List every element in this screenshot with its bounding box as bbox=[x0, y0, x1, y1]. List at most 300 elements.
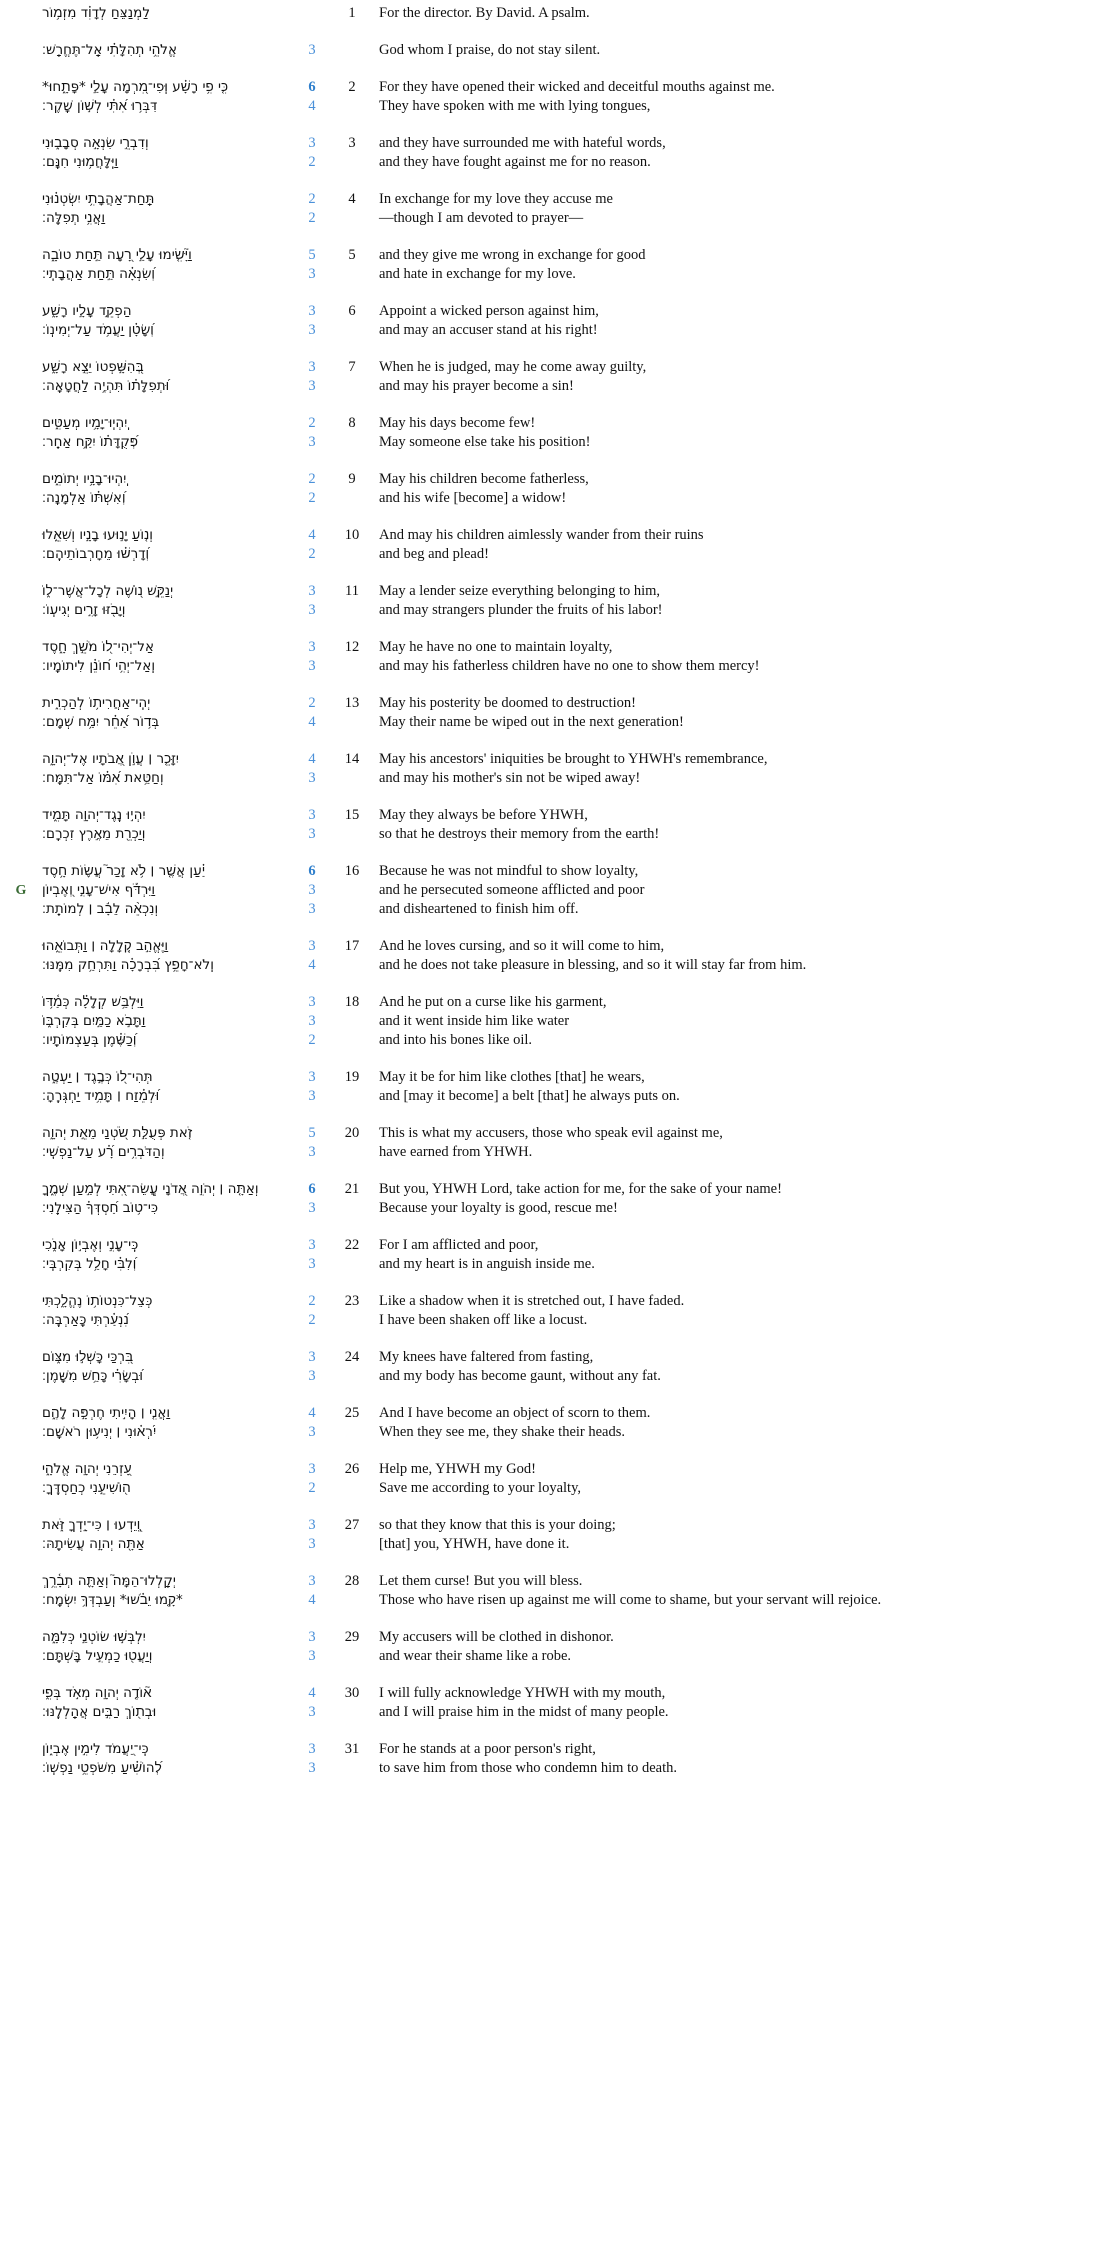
english-translation: Like a shadow when it is stretched out, I have faded. bbox=[379, 1293, 685, 1309]
verse-line bbox=[0, 993, 1110, 1012]
verse-line bbox=[0, 1255, 1110, 1274]
english-translation: May their name be wiped out in the next generation! bbox=[379, 714, 684, 730]
accent-count: 4 bbox=[308, 527, 316, 543]
verse-line bbox=[0, 825, 1110, 844]
verse-line bbox=[0, 1684, 1110, 1703]
verse-line bbox=[0, 1012, 1110, 1031]
english-translation: and hate in exchange for my love. bbox=[379, 266, 576, 282]
verse-block bbox=[0, 750, 1110, 788]
verse-number: 23 bbox=[344, 1293, 360, 1309]
verse-number: 13 bbox=[344, 695, 360, 711]
accent-count: 3 bbox=[308, 1629, 316, 1645]
verse-number: 29 bbox=[344, 1629, 360, 1645]
verse-line bbox=[0, 321, 1110, 340]
verse-line bbox=[0, 1740, 1110, 1759]
verse-block bbox=[0, 694, 1110, 732]
verse-number: 4 bbox=[348, 191, 356, 207]
hebrew-text: יִֽהְיוּ־בָנָ֥יו יְתוֹמִ֑ים bbox=[42, 471, 127, 487]
english-translation: May he have no one to maintain loyalty, bbox=[379, 639, 613, 655]
english-translation: so that they know that this is your doing; bbox=[379, 1517, 616, 1533]
verse-block bbox=[0, 1236, 1110, 1274]
verse-line bbox=[0, 862, 1110, 881]
verse-number: 6 bbox=[348, 303, 356, 319]
english-translation: And I have become an object of scorn to them. bbox=[379, 1405, 651, 1421]
hebrew-text: וְנ֤וֹעַ יָנ֣וּעוּ בָנָ֣יו וְשִׁאֵ֑לוּ bbox=[42, 527, 153, 543]
verse-block bbox=[0, 4, 1110, 23]
verse-line bbox=[0, 246, 1110, 265]
hebrew-text: וְנִכְאֵ֨ה לֵבָ֬ב ׀ לְמוֹתֵֽת׃ bbox=[42, 901, 159, 917]
hebrew-text: וְהַדֹּבְרִ֥ים רָ֝֗ע עַל־נַפְשִֽׁי׃ bbox=[42, 1144, 165, 1160]
verse-line bbox=[0, 190, 1110, 209]
verse-line bbox=[0, 134, 1110, 153]
accent-count: 3 bbox=[308, 322, 316, 338]
english-translation: and they give me wrong in exchange for good bbox=[379, 247, 646, 263]
verse-line bbox=[0, 153, 1110, 172]
verse-line bbox=[0, 1292, 1110, 1311]
verse-line bbox=[0, 638, 1110, 657]
hebrew-text: וַאֲנִ֥י תְפִלָּֽה׃ bbox=[42, 210, 106, 226]
verse-line bbox=[0, 4, 1110, 23]
english-translation: For they have opened their wicked and deceitful mouths against me. bbox=[379, 79, 775, 95]
verse-block bbox=[0, 134, 1110, 172]
verse-number: 20 bbox=[344, 1125, 360, 1141]
hebrew-text: וַיִּרְדֹּ֡ף אִישׁ־עָנִ֣י וְ֭אֶבְיוֹן bbox=[42, 882, 156, 898]
accent-count: 3 bbox=[308, 770, 316, 786]
english-translation: And he loves cursing, and so it will come to him, bbox=[379, 938, 665, 954]
hebrew-text: יְנַקֵּ֣שׁ נ֭וֹשֶׁה לְכָל־אֲשֶׁר־ל֑וֹ bbox=[42, 583, 174, 599]
verse-line bbox=[0, 1423, 1110, 1442]
english-translation: Because your loyalty is good, rescue me! bbox=[379, 1200, 618, 1216]
hebrew-text: א֘וֹדֶ֤ה יְהוָ֣ה מְאֹ֣ד בְּפִ֑י bbox=[42, 1685, 152, 1701]
verse-line bbox=[0, 1703, 1110, 1722]
english-translation: This is what my accusers, those who speak evil against me, bbox=[379, 1125, 723, 1141]
verse-number: 25 bbox=[344, 1405, 360, 1421]
accent-count: 2 bbox=[308, 154, 316, 170]
verse-line bbox=[0, 209, 1110, 228]
english-translation: May they always be before YHWH, bbox=[379, 807, 588, 823]
hebrew-text: וְדִבְרֵ֣י שִׂנְאָ֣ה סְבָב֑וּנִי bbox=[42, 135, 149, 151]
verse-line bbox=[0, 265, 1110, 284]
accent-count: 3 bbox=[308, 1144, 316, 1160]
verse-number: 22 bbox=[344, 1237, 360, 1253]
english-translation: and wear their shame like a robe. bbox=[379, 1648, 572, 1664]
hebrew-text: תַּֽחַת־אַהֲבָתִ֥י יִשְׂטְנ֗וּנִי bbox=[42, 191, 155, 207]
hebrew-text: וְ֝לִבִּ֗י חָלַ֥ל בְּקִרְבִּֽי׃ bbox=[42, 1256, 137, 1272]
hebrew-text: וְ֝שָׂטָ֗ן יַעֲמֹ֥ד עַל־יְמִינֽוֹ׃ bbox=[42, 322, 154, 338]
accent-count: 2 bbox=[308, 1312, 316, 1328]
accent-count: 2 bbox=[308, 546, 316, 562]
verse-line bbox=[0, 526, 1110, 545]
accent-count: 4 bbox=[308, 714, 316, 730]
english-translation: and beg and plead! bbox=[379, 546, 489, 562]
english-translation: and may an accuser stand at his right! bbox=[379, 322, 598, 338]
hebrew-text: וְאַתָּ֤ה ׀ יְהֹוִ֣ה אֲ֭דֹנָי עֲֽשֵׂה־אִ֭תִּי לְמַ֣עַן שְׁמֶ֑ךָ bbox=[42, 1181, 259, 1197]
verse-block bbox=[0, 41, 1110, 60]
verse-number: 5 bbox=[348, 247, 356, 263]
verse-block bbox=[0, 470, 1110, 508]
hebrew-text: כִּֽי־עָנִ֣י וְאֶבְי֣וֹן אָנֹ֑כִי bbox=[42, 1237, 139, 1253]
verse-line bbox=[0, 1199, 1110, 1218]
english-translation: May a lender seize everything belonging to him, bbox=[379, 583, 661, 599]
verse-number: 2 bbox=[348, 79, 356, 95]
verse-block bbox=[0, 1572, 1110, 1610]
verse-line bbox=[0, 1535, 1110, 1554]
english-translation: Save me according to your loyalty, bbox=[379, 1480, 582, 1496]
hebrew-text: וַיִּֽלָּחֲמ֥וּנִי חִנָּֽם׃ bbox=[42, 154, 119, 170]
verse-block bbox=[0, 806, 1110, 844]
hebrew-text: ה֖וֹשִׁיעֵ֣נִי כְחַסְדֶּֽךָ׃ bbox=[42, 1480, 131, 1496]
verse-block bbox=[0, 1460, 1110, 1498]
hebrew-text: אַל־יְהִי־ל֭וֹ מֹשֵׁ֣ךְ חָ֑סֶד bbox=[42, 639, 155, 655]
accent-count: 2 bbox=[308, 210, 316, 226]
accent-count: 3 bbox=[308, 1200, 316, 1216]
accent-count: 3 bbox=[308, 1648, 316, 1664]
verse-line bbox=[0, 1087, 1110, 1106]
accent-count: 3 bbox=[308, 266, 316, 282]
verse-line bbox=[0, 750, 1110, 769]
verse-block bbox=[0, 414, 1110, 452]
english-translation: But you, YHWH Lord, take action for me, for the sake of your name! bbox=[379, 1181, 782, 1197]
verse-line bbox=[0, 414, 1110, 433]
verse-block bbox=[0, 1068, 1110, 1106]
hebrew-text: כִּֽי־יַ֭עֲמֹד לִימִ֣ין אֶבְי֑וֹן bbox=[42, 1741, 149, 1757]
english-translation: and they have fought against me for no reason. bbox=[379, 154, 651, 170]
hebrew-text: תְּהִי־ל֭וֹ כְּבֶ֣גֶד ׀ יַעְטֶ֑ה bbox=[42, 1069, 153, 1085]
english-translation: have earned from YHWH. bbox=[379, 1144, 533, 1160]
english-translation: For he stands at a poor person's right, bbox=[379, 1741, 596, 1757]
english-translation: And he put on a curse like his garment, bbox=[379, 994, 607, 1010]
verse-number: 21 bbox=[344, 1181, 360, 1197]
english-translation: and he persecuted someone afflicted and poor bbox=[379, 882, 645, 898]
accent-count: 3 bbox=[308, 303, 316, 319]
hebrew-text: אֱלֹהֵ֥י תְהִלָּתִ֗י אַֽל־תֶּחֱרַֽשׁ׃ bbox=[42, 42, 177, 58]
english-translation: and may strangers plunder the fruits of his labor! bbox=[379, 602, 663, 618]
verse-line bbox=[0, 1647, 1110, 1666]
hebrew-text: אַתָּ֖ה יְהוָ֣ה עֲשִׂיתָֽהּ׃ bbox=[42, 1536, 145, 1552]
accent-count: 3 bbox=[308, 826, 316, 842]
verse-line bbox=[0, 694, 1110, 713]
english-translation: For the director. By David. A psalm. bbox=[379, 5, 590, 21]
accent-count: 3 bbox=[308, 1704, 316, 1720]
hebrew-text: וְ֝דָרְשׁ֗וּ מֵחָרְבוֹתֵיהֶֽם׃ bbox=[42, 546, 150, 562]
verse-block bbox=[0, 78, 1110, 116]
hebrew-text: וּ֝תְפִלָּת֗וֹ תִּהְיֶ֥ה לַחֲטָאָֽה׃ bbox=[42, 378, 170, 394]
english-translation: and they have surrounded me with hateful words, bbox=[379, 135, 666, 151]
verse-line bbox=[0, 806, 1110, 825]
hebrew-text: לְ֝הוֹשִׁ֗יעַ מִשֹּׁפְטֵ֥י נַפְשֽׁוֹ׃ bbox=[42, 1760, 162, 1776]
accent-count: 3 bbox=[308, 882, 316, 898]
english-translation: and may his fatherless children have no one to show them mercy! bbox=[379, 658, 760, 674]
verse-line bbox=[0, 713, 1110, 732]
verse-line bbox=[0, 881, 1110, 900]
verse-number: 12 bbox=[344, 639, 360, 655]
verse-line bbox=[0, 97, 1110, 116]
verse-block bbox=[0, 937, 1110, 975]
accent-count: 4 bbox=[308, 957, 316, 973]
verse-line bbox=[0, 956, 1110, 975]
english-translation: Appoint a wicked person against him, bbox=[379, 303, 599, 319]
verse-number: 9 bbox=[348, 471, 356, 487]
hebrew-text: זֹ֤את פְּעֻלַּ֣ת שֹׂ֭טְנַי מֵאֵ֣ת יְהוָ֑ה bbox=[42, 1125, 193, 1141]
hebrew-text: וּבְת֖וֹךְ רַבִּ֣ים אֲהַֽלְלֶֽנּוּ׃ bbox=[42, 1704, 157, 1720]
verse-line bbox=[0, 582, 1110, 601]
english-translation: May his children become fatherless, bbox=[379, 471, 589, 487]
verse-number: 30 bbox=[344, 1685, 360, 1701]
verse-line bbox=[0, 78, 1110, 97]
verse-line bbox=[0, 1516, 1110, 1535]
verse-block bbox=[0, 862, 1110, 919]
verse-block bbox=[0, 1348, 1110, 1386]
english-translation: and his wife [become] a widow! bbox=[379, 490, 567, 506]
hebrew-text: דִּבְּר֥וּ אִ֝תִּ֗י לְשׁ֣וֹן שָֽׁקֶר׃ bbox=[42, 98, 158, 114]
accent-count: 6 bbox=[308, 79, 316, 95]
english-translation: And may his children aimlessly wander from their ruins bbox=[379, 527, 704, 543]
english-translation: May his days become few! bbox=[379, 415, 536, 431]
english-translation: and I will praise him in the midst of many people. bbox=[379, 1704, 669, 1720]
english-translation: so that he destroys their memory from the earth! bbox=[379, 826, 660, 842]
accent-count: 2 bbox=[308, 1293, 316, 1309]
verse-number: 11 bbox=[345, 583, 359, 599]
verse-line bbox=[0, 1068, 1110, 1087]
verse-block bbox=[0, 1180, 1110, 1218]
verse-block bbox=[0, 302, 1110, 340]
verse-number: 10 bbox=[344, 527, 360, 543]
accent-count: 3 bbox=[308, 1573, 316, 1589]
verse-line bbox=[0, 1031, 1110, 1050]
verse-number: 8 bbox=[348, 415, 356, 431]
english-translation: and [may it become] a belt [that] he always puts on. bbox=[379, 1088, 680, 1104]
verse-block bbox=[0, 1516, 1110, 1554]
hebrew-text: וַתָּבֹ֣א כַמַּ֣יִם בְּקִרְבּ֑וֹ bbox=[42, 1013, 146, 1029]
verse-block bbox=[0, 190, 1110, 228]
accent-count: 4 bbox=[308, 98, 316, 114]
hebrew-text: בְּד֥וֹר אַ֝חֵ֗ר יִמַּ֥ח שְׁמָֽם׃ bbox=[42, 714, 160, 730]
accent-count: 3 bbox=[308, 1088, 316, 1104]
hebrew-text: וַיָּ֘שִׂ֤ימוּ עָלַ֣י רָ֭עָה תַּ֣חַת טוֹבָ֑ה bbox=[42, 247, 192, 263]
accent-count: 2 bbox=[308, 695, 316, 711]
english-translation: and my heart is in anguish inside me. bbox=[379, 1256, 595, 1272]
hebrew-text: בִּ֭רְכַּי כָּשְׁל֣וּ מִצּ֑וֹם bbox=[42, 1349, 134, 1365]
accent-count: 3 bbox=[308, 639, 316, 655]
accent-count: 3 bbox=[308, 1349, 316, 1365]
english-translation: Because he was not mindful to show loyalty, bbox=[379, 863, 639, 879]
english-translation: May his posterity be doomed to destruction! bbox=[379, 695, 636, 711]
english-translation: and he does not take pleasure in blessing, and so it will stay far from him. bbox=[379, 957, 807, 973]
english-translation: In exchange for my love they accuse me bbox=[379, 191, 613, 207]
accent-count: 3 bbox=[308, 1461, 316, 1477]
verse-line bbox=[0, 1311, 1110, 1330]
hebrew-text: יַ֗עַן אֲשֶׁ֤ר ׀ לֹ֥א זָכַר֮ עֲשׂ֪וֹת חָ֥סֶד bbox=[42, 863, 206, 879]
hebrew-text: וּ֝לְמֵ֗זַח ׀ תָּמִ֥יד יַחְגְּרֶֽהָ׃ bbox=[42, 1088, 160, 1104]
hebrew-text: וְ֝אִשְׁתּ֗וֹ אַלְמָנָֽה׃ bbox=[42, 490, 126, 506]
english-translation: My knees have faltered from fasting, bbox=[379, 1349, 594, 1365]
hebrew-text: הַפְקֵ֣ד עָלָ֣יו רָשָׁ֑ע bbox=[42, 303, 132, 319]
hebrew-text: יִהְי֣וּ נֶֽגֶד־יְהוָ֣ה תָּמִ֑יד bbox=[42, 807, 146, 823]
verse-block bbox=[0, 1628, 1110, 1666]
verse-line bbox=[0, 900, 1110, 919]
hebrew-text: יְהִֽי־אַחֲרִית֥וֹ לְהַכְרִ֑ית bbox=[42, 695, 151, 711]
verse-line bbox=[0, 657, 1110, 676]
verse-block bbox=[0, 1404, 1110, 1442]
english-translation: May it be for him like clothes [that] he wears, bbox=[379, 1069, 645, 1085]
verse-block bbox=[0, 1292, 1110, 1330]
english-translation: Help me, YHWH my God! bbox=[379, 1461, 536, 1477]
verse-line bbox=[0, 1367, 1110, 1386]
verse-line bbox=[0, 601, 1110, 620]
verse-line bbox=[0, 1143, 1110, 1162]
accent-count: 3 bbox=[308, 583, 316, 599]
verse-block bbox=[0, 582, 1110, 620]
verse-number: 28 bbox=[344, 1573, 360, 1589]
accent-count: 3 bbox=[308, 378, 316, 394]
hebrew-text: וְ֝כַשֶּׁ֗מֶן בְּעַצְמוֹתָֽיו׃ bbox=[42, 1032, 137, 1048]
accent-count: 3 bbox=[308, 1517, 316, 1533]
verse-number: 15 bbox=[344, 807, 360, 823]
english-translation: When they see me, they shake their heads. bbox=[379, 1424, 626, 1440]
accent-count: 3 bbox=[308, 1368, 316, 1384]
hebrew-text: וַיִּלְבַּ֥שׁ קְלָלָ֗ה כְּמַ֫דּ֥וֹ bbox=[42, 994, 144, 1010]
hebrew-text: וְיַכְרֵ֖ת מֵאֶ֣רֶץ זִכְרָֽם׃ bbox=[42, 826, 146, 842]
hebrew-text: יִלְבְּשׁ֣וּ שׂוֹטְנַ֣י כְּלִמָּ֑ה bbox=[42, 1629, 146, 1645]
verse-line bbox=[0, 470, 1110, 489]
verse-number: 17 bbox=[344, 938, 360, 954]
english-translation: to save him from those who condemn him to death. bbox=[379, 1760, 678, 1776]
verse-line bbox=[0, 41, 1110, 60]
verse-line bbox=[0, 1572, 1110, 1591]
verse-line bbox=[0, 302, 1110, 321]
english-translation: I will fully acknowledge YHWH with my mouth, bbox=[379, 1685, 666, 1701]
english-translation: [that] you, YHWH, have done it. bbox=[379, 1536, 570, 1552]
accent-count: 2 bbox=[308, 1032, 316, 1048]
verse-block bbox=[0, 1124, 1110, 1162]
accent-count: 3 bbox=[308, 1536, 316, 1552]
hebrew-text: וַאֲנִ֤י ׀ הָיִ֣יתִי חֶרְפָּ֣ה לָהֶ֑ם bbox=[42, 1405, 171, 1421]
verse-line bbox=[0, 1180, 1110, 1199]
verse-line bbox=[0, 1404, 1110, 1423]
accent-count: 3 bbox=[308, 359, 316, 375]
accent-count: 3 bbox=[308, 938, 316, 954]
accent-count: 6 bbox=[308, 863, 316, 879]
verse-line bbox=[0, 433, 1110, 452]
hebrew-text: כִּי־ט֥וֹב חַ֝סְדְּךָ֗ הַצִּילֵֽנִי׃ bbox=[42, 1200, 159, 1216]
english-translation: My accusers will be clothed in dishonor. bbox=[379, 1629, 614, 1645]
accent-count: 3 bbox=[308, 901, 316, 917]
verse-number: 18 bbox=[344, 994, 360, 1010]
verse-number: 14 bbox=[344, 751, 360, 767]
hebrew-text: יִֽהְיֽוּ־יָמָ֥יו מְעַטִּ֑ים bbox=[42, 415, 128, 431]
accent-count: 3 bbox=[308, 658, 316, 674]
hebrew-text: עָ֭זְרֵנִי יְהוָ֣ה אֱלֹהָ֑י bbox=[42, 1461, 132, 1477]
hebrew-text: וְֽ֭יֵדְעוּ ׀ כִּי־יָ֣דְךָ זֹּ֑את bbox=[42, 1517, 141, 1533]
accent-count: 4 bbox=[308, 751, 316, 767]
verse-block bbox=[0, 358, 1110, 396]
verse-number: 1 bbox=[348, 5, 356, 21]
accent-count: 2 bbox=[308, 490, 316, 506]
accent-count: 6 bbox=[308, 1181, 316, 1197]
verse-block bbox=[0, 993, 1110, 1050]
english-translation: For I am afflicted and poor, bbox=[379, 1237, 539, 1253]
accent-count: 4 bbox=[308, 1592, 316, 1608]
hebrew-text: כִּ֤י פִ֥י רָשָׁ֗ע וּֽפִי־מִ֭רְמָה עָלַ֣י *פָּתָ֑חוּ* bbox=[42, 79, 229, 95]
accent-count: 5 bbox=[308, 1125, 316, 1141]
hebrew-text: כְּצֵל־כִּנְטוֹת֥וֹ נֶהֱלָ֑כְתִּי bbox=[42, 1293, 153, 1309]
english-translation: and into his bones like oil. bbox=[379, 1032, 533, 1048]
hebrew-text: וְֽאַל־יְהִ֥י ח֝וֹנֵ֗ן לִיתוֹמָֽיו׃ bbox=[42, 658, 156, 674]
verse-block bbox=[0, 1684, 1110, 1722]
english-translation: Those who have risen up against me will come to shame, but your servant will rejoice. bbox=[379, 1592, 882, 1608]
accent-count: 3 bbox=[308, 1741, 316, 1757]
hebrew-text: בְּ֭הִשָּׁ֣פְטוֹ יֵצֵ֣א רָשָׁ֑ע bbox=[42, 359, 144, 375]
verse-line bbox=[0, 1124, 1110, 1143]
verse-line bbox=[0, 1628, 1110, 1647]
hebrew-text: יִ֝רְא֗וּנִי ׀ יְנִיע֥וּן רֹאשָֽׁם׃ bbox=[42, 1424, 157, 1440]
verse-number: 3 bbox=[348, 135, 356, 151]
hebrew-text: יִזָּכֵ֤ר ׀ עֲוֺ֣ן אֲ֭בֹתָיו אֶל־יְהוָ֑ה bbox=[42, 751, 179, 767]
accent-count: 3 bbox=[308, 807, 316, 823]
verse-number: 27 bbox=[344, 1517, 360, 1533]
hebrew-text: פְּ֝קֻדָּת֗וֹ יִקַּ֥ח אַחֵֽר׃ bbox=[42, 434, 139, 450]
verse-line bbox=[0, 1591, 1110, 1610]
accent-count: 3 bbox=[308, 994, 316, 1010]
hebrew-text: וְיַעֲט֖וּ כַמְעִ֣יל בָּשְׁתָּֽם׃ bbox=[42, 1648, 153, 1664]
hebrew-text: וְיָבֹ֖זּוּ זָרִ֣ים יְגִיעֽוֹ׃ bbox=[42, 602, 126, 618]
hebrew-text: וַיֶּאֱהַ֣ב קְ֭לָלָה ׀ וַתְּבוֹאֵ֑הוּ bbox=[42, 938, 169, 954]
english-translation: and may his prayer become a sin! bbox=[379, 378, 574, 394]
source-marker: G bbox=[15, 883, 27, 898]
accent-count: 2 bbox=[308, 415, 316, 431]
hebrew-text: וְחַטַּ֥את אִ֝מּ֗וֹ אַל־תִּמָּֽח׃ bbox=[42, 770, 164, 786]
accent-count: 3 bbox=[308, 135, 316, 151]
accent-count: 3 bbox=[308, 1256, 316, 1272]
verse-block bbox=[0, 638, 1110, 676]
english-translation: I have been shaken off like a locust. bbox=[379, 1312, 588, 1328]
verse-line bbox=[0, 1759, 1110, 1778]
accent-count: 3 bbox=[308, 434, 316, 450]
verse-list bbox=[0, 4, 1110, 1778]
verse-number: 31 bbox=[344, 1741, 360, 1757]
accent-count: 2 bbox=[308, 471, 316, 487]
verse-line bbox=[0, 489, 1110, 508]
verse-number: 24 bbox=[344, 1349, 360, 1365]
english-translation: and my body has become gaunt, without any fat. bbox=[379, 1368, 661, 1384]
accent-count: 4 bbox=[308, 1685, 316, 1701]
accent-count: 3 bbox=[308, 1424, 316, 1440]
hebrew-text: נִ֝נְעַ֗רְתִּי כָּֽאַרְבֶּֽה׃ bbox=[42, 1312, 129, 1328]
verse-line bbox=[0, 1460, 1110, 1479]
accent-count: 3 bbox=[308, 1013, 316, 1029]
accent-count: 5 bbox=[308, 247, 316, 263]
accent-count: 3 bbox=[308, 42, 316, 58]
english-translation: and may his mother's sin not be wiped away! bbox=[379, 770, 641, 786]
english-translation: They have spoken with me with lying tongues, bbox=[379, 98, 651, 114]
accent-count: 3 bbox=[308, 1237, 316, 1253]
english-translation: May someone else take his position! bbox=[379, 434, 591, 450]
verse-marker-gutter bbox=[0, 881, 42, 900]
english-translation: —though I am devoted to prayer— bbox=[379, 210, 584, 226]
english-translation: God whom I praise, do not stay silent. bbox=[379, 42, 601, 58]
verse-number: 16 bbox=[344, 863, 360, 879]
hebrew-text: לַמְנַצֵּחַ לְדָוִ֗ד מִזְמ֥וֹר bbox=[42, 5, 150, 21]
verse-block bbox=[0, 526, 1110, 564]
english-translation: When he is judged, may he come away guilty, bbox=[379, 359, 647, 375]
verse-line bbox=[0, 377, 1110, 396]
verse-line bbox=[0, 545, 1110, 564]
verse-number: 26 bbox=[344, 1461, 360, 1477]
english-translation: and it went inside him like water bbox=[379, 1013, 570, 1029]
verse-line bbox=[0, 1479, 1110, 1498]
verse-line bbox=[0, 1348, 1110, 1367]
verse-line bbox=[0, 937, 1110, 956]
